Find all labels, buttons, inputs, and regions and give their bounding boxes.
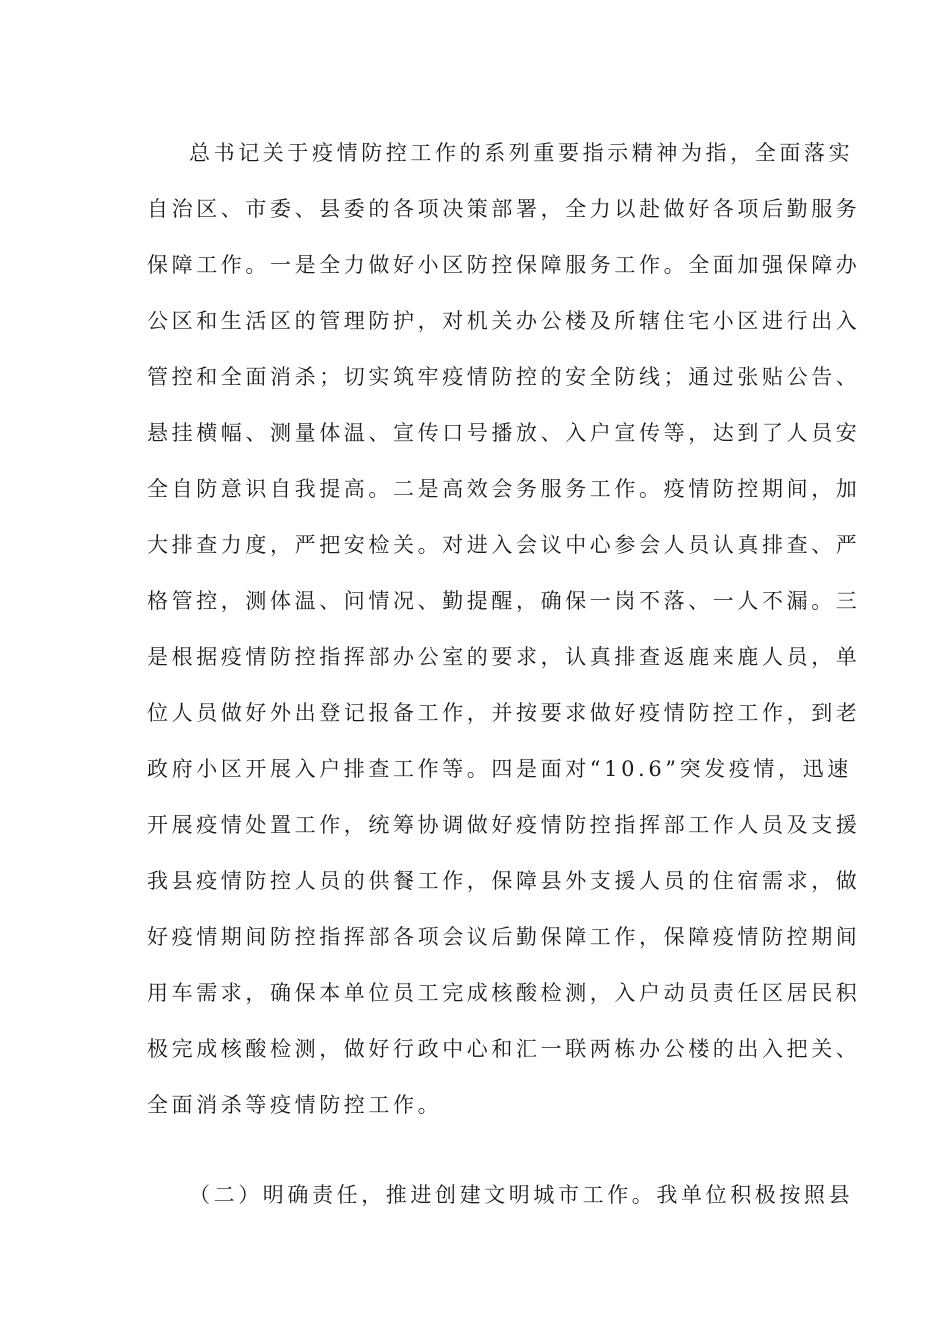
paragraph-1-line-5: 管控和全面消杀；切实筑牢疫情防控的安全防线；通过张贴公告、 xyxy=(147,365,861,389)
paragraph-1-line-16: 用车需求，确保本单位员工完成核酸检测，入户动员责任区居民积 xyxy=(147,981,861,1005)
paragraph-1-line-8: 大排查力度，严把安检关。对进入会议中心参会人员认真排查、严 xyxy=(147,533,861,557)
paragraph-1-line-7: 全自防意识自我提高。二是高效会务服务工作。疫情防控期间，加 xyxy=(147,477,861,501)
paragraph-1-line-11: 位人员做好外出登记报备工作，并按要求做好疫情防控工作，到老 xyxy=(147,701,861,725)
paragraph-1-line-6: 悬挂横幅、测量体温、宣传口号播放、入户宣传等，达到了人员安 xyxy=(147,421,861,445)
paragraph-1-line-10: 是根据疫情防控指挥部办公室的要求，认真排查返鹿来鹿人员，单 xyxy=(147,645,861,669)
paragraph-1-line-13: 开展疫情处置工作，统筹协调做好疫情防控指挥部工作人员及支援 xyxy=(147,813,861,837)
paragraph-1-line-2: 自治区、市委、县委的各项决策部署，全力以赴做好各项后勤服务 xyxy=(147,197,861,221)
paragraph-1-line-4: 公区和生活区的管理防护，对机关办公楼及所辖住宅小区进行出入 xyxy=(147,309,861,333)
paragraph-1-line-3: 保障工作。一是全力做好小区防控保障服务工作。全面加强保障办 xyxy=(147,253,861,277)
paragraph-1-line-18: 全面消杀等疫情防控工作。 xyxy=(147,1093,443,1117)
paragraph-1-line-14: 我县疫情防控人员的供餐工作，保障县外支援人员的住宿需求，做 xyxy=(147,869,861,893)
paragraph-1-line-15: 好疫情期间防控指挥部各项会议后勤保障工作，保障疫情防控期间 xyxy=(147,925,861,949)
paragraph-2-line-1: （二）明确责任，推进创建文明城市工作。我单位积极按照县 xyxy=(189,1183,854,1207)
paragraph-1-line-1: 总书记关于疫情防控工作的系列重要指示精神为指，全面落实 xyxy=(189,141,854,165)
paragraph-1-line-9: 格管控，测体温、问情况、勤提醒，确保一岗不落、一人不漏。三 xyxy=(147,589,861,613)
paragraph-1-line-17: 极完成核酸检测，做好行政中心和汇一联两栋办公楼的出入把关、 xyxy=(147,1037,861,1061)
paragraph-1-line-12: 政府小区开展入户排查工作等。四是面对“10.6”突发疫情，迅速 xyxy=(147,757,852,781)
